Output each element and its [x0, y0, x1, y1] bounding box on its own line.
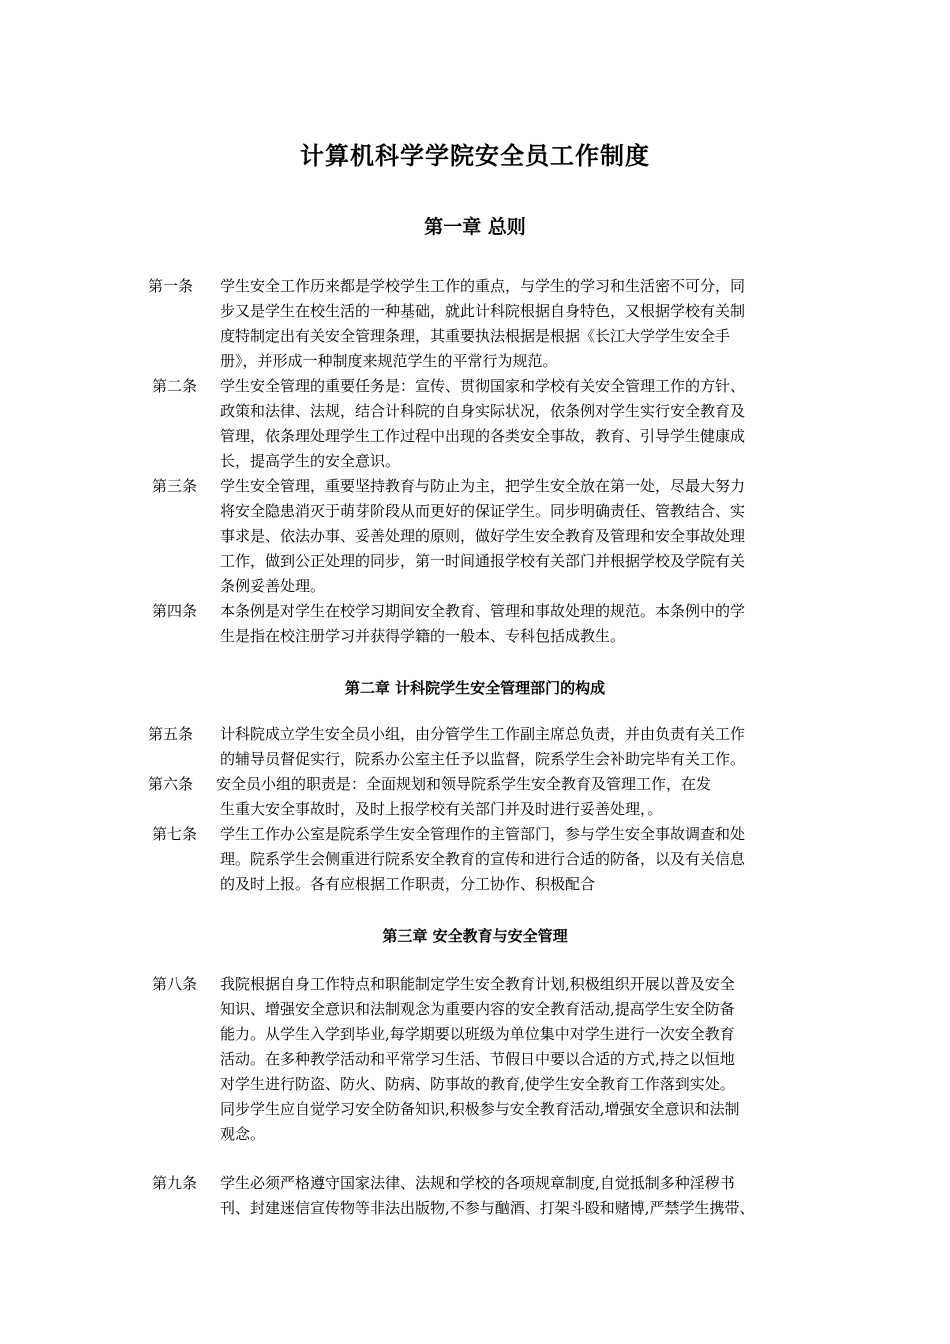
- chapter-1-title: 第一章 总则: [424, 216, 526, 238]
- article-line: 生重大安全事故时，及时上报学校有关部门并及时进行妥善处理，。: [220, 800, 663, 818]
- article-line: 理。院系学生会侧重进行院系安全教育的宣传和进行合适的防备，以及有关信息: [220, 850, 746, 868]
- article-number: 第七条: [152, 825, 198, 843]
- article-line: 活动。在多种教学活动和平常学习生活、节假日中要以合适的方式,持之以恒地: [220, 1050, 735, 1068]
- article-line: 学生安全管理的重要任务是：宣传、贯彻国家和学校有关安全管理工作的方针、: [220, 377, 746, 395]
- article-number: 第三条: [152, 477, 198, 495]
- article-line: 学生安全工作历来都是学校学生工作的重点，与学生的学习和生活密不可分，同: [220, 277, 746, 295]
- article-line: 政策和法律、法规，结合计科院的自身实际状况，依条例对学生实行安全教育及: [220, 402, 746, 420]
- article-8: [152, 972, 822, 1147]
- article-number: 第一条: [148, 277, 194, 295]
- article-line: 同步学生应自觉学习安全防备知识,积极参与安全教育活动,增强安全意识和法制: [220, 1100, 740, 1118]
- article-3: [152, 474, 822, 599]
- article-7: [152, 822, 822, 897]
- article-line: 能力。从学生入学到毕业,每学期要以班级为单位集中对学生进行一次安全教育: [220, 1025, 735, 1043]
- article-number: 第二条: [152, 377, 198, 395]
- article-line: 本条例是对学生在校学习期间安全教育、管理和事故处理的规范。本条例中的学: [220, 602, 746, 620]
- article-line: 度特制定出有关安全管理条理，其重要执法根据是根据《长江大学学生安全手: [220, 327, 731, 345]
- article-number: 第五条: [148, 725, 194, 743]
- article-line: 工作，做到公正处理的同步，第一时间通报学校有关部门并根据学校及学院有关: [220, 552, 746, 570]
- article-line: 事求是、依法办事、妥善处理的原则，做好学生安全教育及管理和安全事故处理: [220, 527, 746, 545]
- article-line: 对学生进行防盗、防火、防病、防事故的教育,使学生安全教育工作落到实处。: [220, 1075, 735, 1093]
- article-line: 学生安全管理，重要坚持教育与防止为主，把学生安全放在第一处，尽最大努力: [220, 477, 746, 495]
- article-line: 将安全隐患消灭于萌芽阶段从而更好的保证学生。同步明确责任、管教结合、实: [220, 502, 746, 520]
- article-line: 我院根据自身工作特点和职能制定学生安全教育计划,积极组织开展以普及安全: [220, 975, 735, 993]
- article-line: 安全员小组的职责是：全面规划和领导院系学生安全教育及管理工作，在发: [216, 775, 712, 793]
- article-line: 管理，依条理处理学生工作过程中出现的各类安全事故，教育、引导学生健康成: [220, 427, 746, 445]
- article-line: 刊、封建迷信宣传物等非法出版物,不参与酗酒、打架斗殴和赌博,严禁学生携带、: [220, 1199, 755, 1217]
- article-line: 计科院成立学生安全员小组，由分管学生工作副主席总负责，并由负责有关工作: [220, 725, 746, 743]
- article-number: 第九条: [152, 1174, 198, 1192]
- article-line: 条例妥善处理。: [220, 577, 326, 595]
- article-6: [148, 772, 818, 822]
- article-line: 的及时上报。各有应根据工作职责，分工协作、积极配合: [220, 875, 596, 893]
- article-line: 学生必须严格遵守国家法律、法规和学校的各项规章制度,自觉抵制多种淫秽书: [220, 1174, 735, 1192]
- article-4: [152, 599, 822, 649]
- article-9: [152, 1171, 822, 1221]
- article-line: 步又是学生在校生活的一种基础，就此计科院根据自身特色，又根据学校有关制: [220, 302, 746, 320]
- article-number: 第六条: [148, 775, 194, 793]
- article-line: 长，提高学生的安全意识。: [220, 452, 401, 470]
- article-line: 生是指在校注册学习并获得学籍的一般本、专科包括成教生。: [220, 627, 626, 645]
- article-line: 学生工作办公室是院系学生安全管理作的主管部门，参与学生安全事故调查和处: [220, 825, 746, 843]
- chapter-3-title: 第三章 安全教育与安全管理: [382, 927, 568, 945]
- article-line: 册》，并形成一种制度来规范学生的平常行为规范。: [220, 352, 558, 370]
- article-line: 观念。: [220, 1125, 266, 1143]
- article-number: 第八条: [152, 975, 198, 993]
- document-title: 计算机科学学院安全员工作制度: [300, 142, 650, 170]
- article-number: 第四条: [152, 602, 198, 620]
- article-line: 知识、增强安全意识和法制观念为重要内容的安全教育活动,提高学生安全防备: [220, 1000, 735, 1018]
- chapter-2-title: 第二章 计科院学生安全管理部门的构成: [344, 679, 606, 697]
- article-5: [148, 722, 818, 772]
- article-1: [148, 274, 818, 374]
- article-line: 的辅导员督促实行，院系办公室主任予以监督，院系学生会补助完毕有关工作。: [220, 750, 746, 768]
- article-2: [152, 374, 822, 474]
